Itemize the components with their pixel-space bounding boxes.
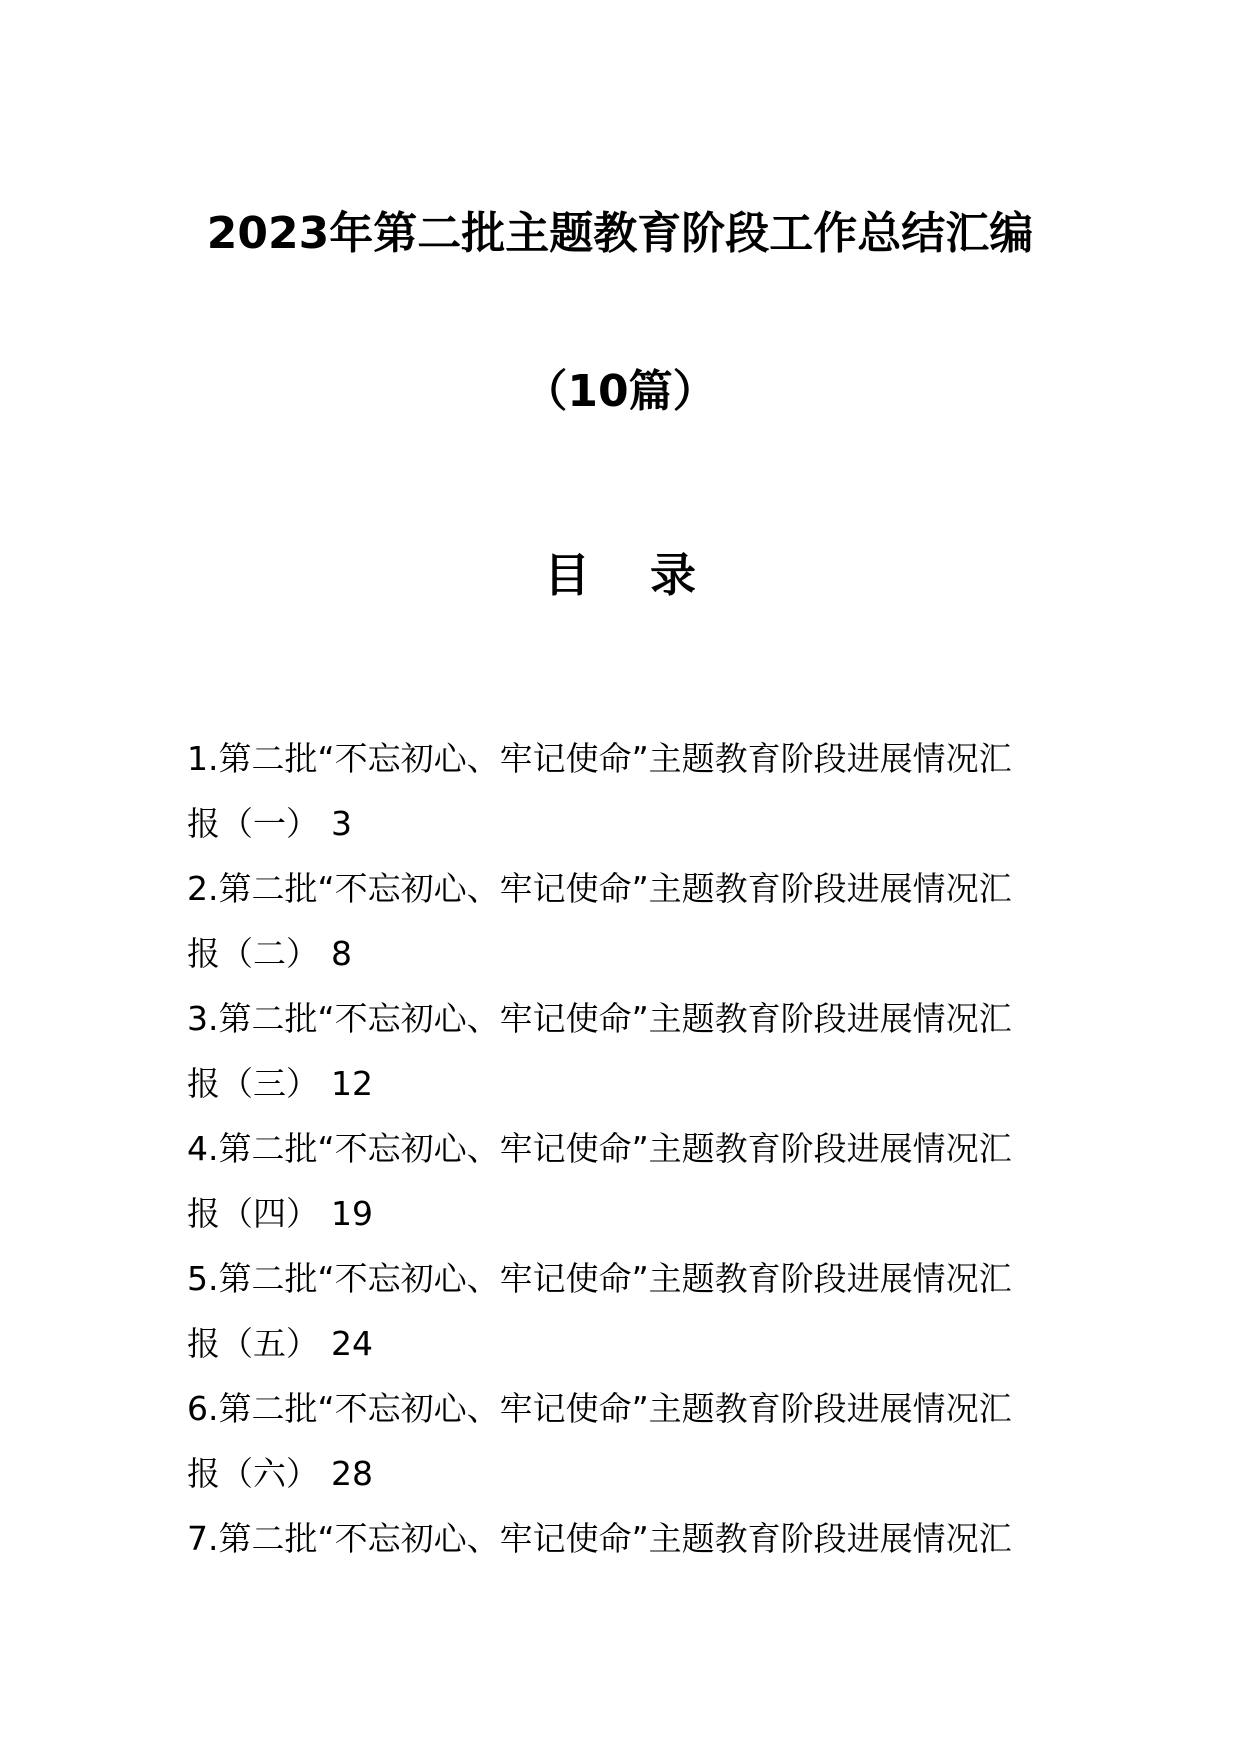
toc-entry-title: 5.第二批“不忘初心、牢记使命”主题教育阶段进展情况汇 bbox=[187, 1259, 1012, 1298]
toc-entry-title: 1.第二批“不忘初心、牢记使命”主题教育阶段进展情况汇 bbox=[187, 739, 1012, 778]
toc-entry-title: 2.第二批“不忘初心、牢记使命”主题教育阶段进展情况汇 bbox=[187, 869, 1012, 908]
toc-entry-title-continued: 报（五） bbox=[187, 1324, 319, 1363]
toc-entry-page-number: 12 bbox=[331, 1064, 373, 1103]
toc-entry-page-number: 8 bbox=[331, 934, 352, 973]
toc-entry-title-continued: 报（四） bbox=[187, 1194, 319, 1233]
document-title: 2023年第二批主题教育阶段工作总结汇编 bbox=[206, 208, 1034, 259]
toc-entry[interactable] bbox=[187, 1116, 1067, 1246]
toc-entry-title: 3.第二批“不忘初心、牢记使命”主题教育阶段进展情况汇 bbox=[187, 999, 1012, 1038]
toc-entry-title: 7.第二批“不忘初心、牢记使命”主题教育阶段进展情况汇 bbox=[187, 1519, 1012, 1558]
toc-entry[interactable] bbox=[187, 1376, 1067, 1506]
toc-entry-title-continued: 报（六） bbox=[187, 1454, 319, 1493]
toc-entry-page-number: 3 bbox=[331, 804, 352, 843]
toc-heading: 目 录 bbox=[543, 548, 718, 602]
toc-entry[interactable] bbox=[187, 986, 1067, 1116]
toc-entry[interactable] bbox=[187, 856, 1067, 986]
toc-entry-title-continued: 报（一） bbox=[187, 804, 319, 843]
toc-entry-page-number: 19 bbox=[331, 1194, 373, 1233]
toc-entry-title-continued: 报（三） bbox=[187, 1064, 319, 1103]
document-subtitle: （10篇） bbox=[523, 366, 717, 417]
toc-entry-title: 4.第二批“不忘初心、牢记使命”主题教育阶段进展情况汇 bbox=[187, 1129, 1012, 1168]
toc-entry-title: 6.第二批“不忘初心、牢记使命”主题教育阶段进展情况汇 bbox=[187, 1389, 1012, 1428]
toc-entry[interactable] bbox=[187, 1246, 1067, 1376]
toc-entry[interactable] bbox=[187, 726, 1067, 856]
toc-entry-page-number: 24 bbox=[331, 1324, 373, 1363]
toc-entry-page-number: 28 bbox=[331, 1454, 373, 1493]
toc-entry[interactable] bbox=[187, 1506, 1067, 1571]
toc-entry-title-continued: 报（二） bbox=[187, 934, 319, 973]
toc-list bbox=[187, 726, 1067, 1571]
